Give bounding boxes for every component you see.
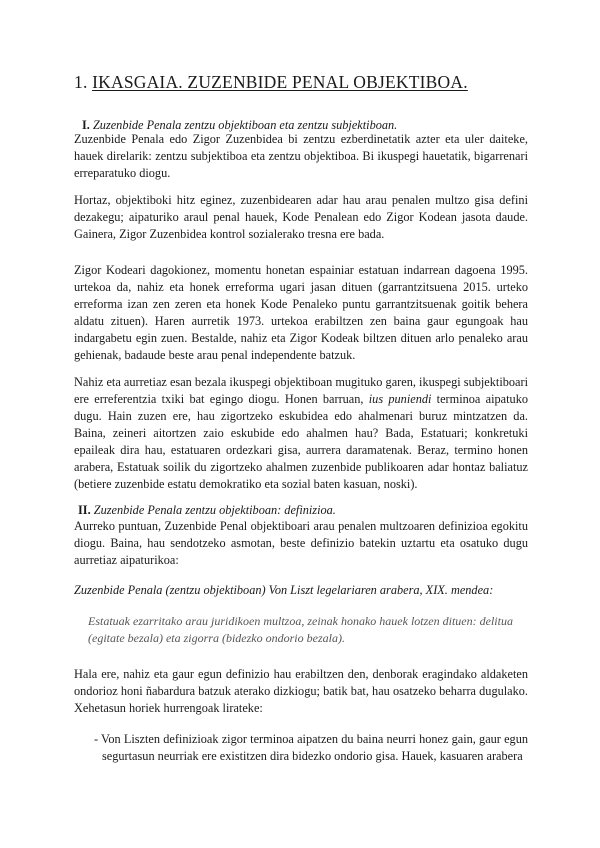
title-number: 1. (74, 72, 93, 92)
paragraph-text: Nahiz eta aurretiaz esan bezala ikuspegi objektiboan mugituko garen, ikuspegi subjektiboari ere erreferentzia txiki bat egingo diogu. Honen barruan, (74, 375, 528, 406)
paragraph: Hala ere, nahiz eta gaur egun definizio hau erabiltzen den, denborak eragindako aldaketen ondorioz honi ñabardura batzuk aterako dizkiogu; batik bat, hau osatzeko beharra dugulako. Xehetasun horiek hurrengoak lirateke: (74, 667, 528, 715)
list-item: - Von Liszten definizioak zigor terminoa aipatzen du baina neurri honez gain, gaur egun segurtasun neurriak ere existitzen dira bidezko ondorio gisa. Hauek, kasuaren arabera (94, 732, 528, 763)
paragraph: Zuzenbide Penala edo Zigor Zuzenbidea bi zentzu ezberdinetatik azter eta uler daiteke, hauek direlarik: zentzu subjektiboa eta zentzu objektiboa. Bi ikuspegi hauetatik, bigarrenari erreparatuko diogu. (74, 132, 528, 180)
paragraph: Hortaz, objektiboki hitz eginez, zuzenbidearen adar hau arau penalen multzo gisa defini dezakegu; aipaturiko araul penal hauek, Kode Penalean edo Zigor Kodean jasota daude. Gainera, Zigor Zuzenbidea kontrol sozialerako tresna ere bada. (74, 193, 528, 241)
paragraph-text: terminoa aipatuko dugu. Hain zuzen ere, hau zigortzeko eskubidea edo ahalmenari buruz mintzatzen da. Baina, zeineri aitortzen zaio eskubide edo ahalmen hau? Bada, Estatuari; konkretuki epaileak dira hau, estatuaren ordezkari gisa, aurrera daramatenak. Beraz, termino honen arabera, Estatuak soilik du zigortzeko ahalmen zuzenbide publikoaren adar hontaz baliatuz (betiere zuzenbide estatu demokratiko eta sozial baten kasuan, noski). (74, 392, 528, 491)
definition-quote: Estatuak ezarritako arau juridikoen multzoa, zeinak honako hauek lotzen dituen: delitua (egitate bezala) eta zigorra (bidezko ondorio bezala). (88, 614, 513, 645)
section-heading-text: Zuzenbide Penala zentzu objektiboan: definizioa. (93, 503, 336, 517)
section-number: II. (78, 503, 91, 517)
section-heading-text: Zuzenbide Penala zentzu objektiboan eta zentzu subjektiboan. (92, 118, 398, 132)
definition-intro: Zuzenbide Penala (zentzu objektiboan) Von Liszt legelariaren arabera, XIX. mendea: (74, 583, 494, 597)
section-heading-2 (78, 502, 336, 519)
latin-term: ius puniendi (368, 392, 432, 406)
section-number: I. (82, 118, 90, 132)
paragraph (74, 374, 528, 493)
title-text: IKASGAIA. ZUZENBIDE PENAL OBJEKTIBOA. (92, 72, 468, 92)
bullet-list (88, 731, 528, 765)
paragraph: Aurreko puntuan, Zuzenbide Penal objektiboari arau penalen multzoaren definizioa egokitu diogu. Baina, hau sendotzeko asmotan, beste definizio batekin uztartu eta osatuko dugu aurretiaz aipaturikoa: (74, 519, 528, 567)
page-title (74, 72, 468, 93)
paragraph: Zigor Kodeari dagokionez, momentu honetan espainiar estatuan indarrean dagoena 1995. urtekoa da, nahiz eta honek erreforma ugari jasan dituen (garrantzitsuena 2015. urteko erreforma izan zen zeren eta honek Kode Penaleko puntu garrantzitsuenak goitik behera aldatu zituen). Haren aurretik 1973. urtekoa erabiltzen zen baina gaur egungoak hau indargabetu egin zuen. Bestalde, nahiz eta Zigor Kodeak biltzen dituen arlo penaleko arau gehienak, badaude beste arau penal independente batzuk. (74, 263, 528, 362)
